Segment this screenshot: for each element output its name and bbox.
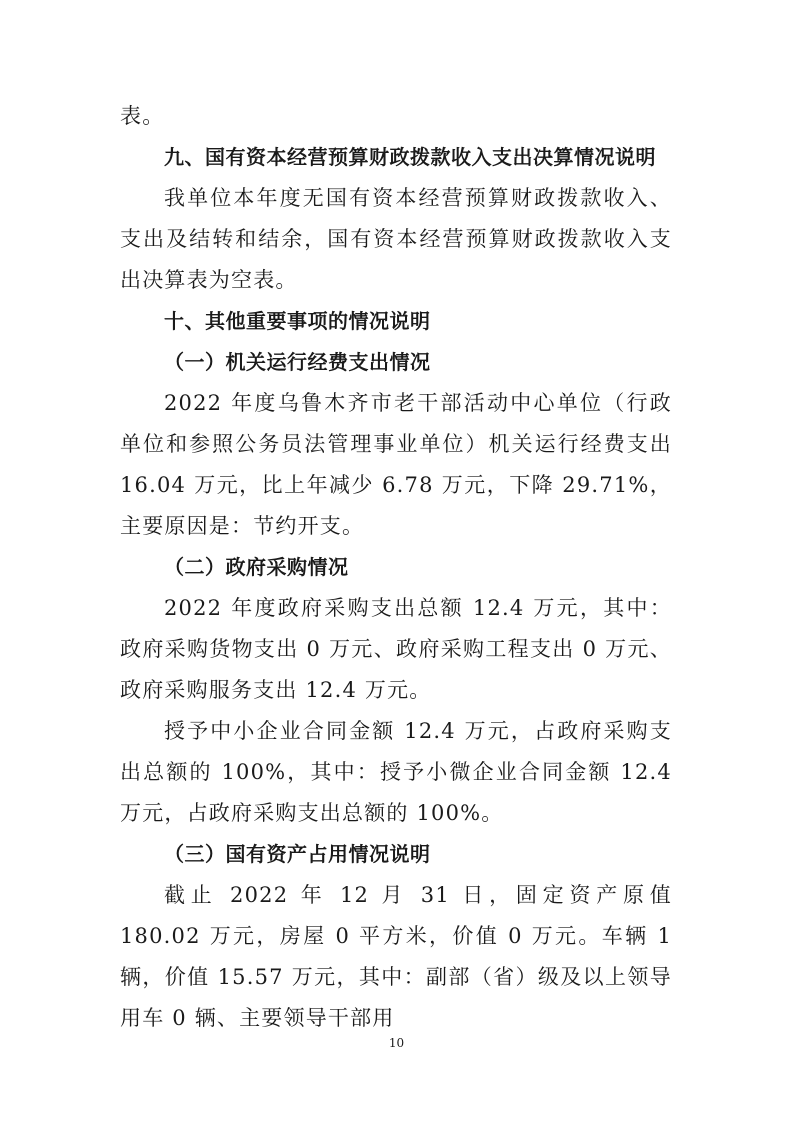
paragraph-state-capital: 我单位本年度无国有资本经营预算财政拨款收入、支出及结转和结余，国有资本经营预算财政拨款收入支出决算表为空表。 bbox=[120, 186, 672, 292]
page-number: 10 bbox=[388, 1036, 405, 1050]
section-heading-9: 九、国有资本经营预算财政拨款收入支出决算情况说明 bbox=[164, 145, 656, 169]
paragraph-procurement: 2022 年度政府采购支出总额 12.4 万元，其中：政府采购货物支出 0 万元、政府采购工程支出 0 万元、政府采购服务支出 12.4 万元。 bbox=[120, 596, 672, 702]
subsection-heading-assets: （三）国有资产占用情况说明 bbox=[164, 842, 431, 866]
paragraph-sme-contracts: 授予中小企业合同金额 12.4 万元，占政府采购支出总额的 100%，其中：授予小微企业合同金额 12.4 万元，占政府采购支出总额的 100%。 bbox=[120, 719, 672, 825]
paragraph-continuation: 表。 bbox=[120, 104, 165, 128]
subsection-heading-operating-costs: （一）机关运行经费支出情况 bbox=[164, 350, 431, 374]
paragraph-operating-costs: 2022 年度乌鲁木齐市老干部活动中心单位（行政单位和参照公务员法管理事业单位）机关运行经费支出 16.04 万元，比上年减少 6.78 万元，下降 29.71%，主要原因是：节约开支。 bbox=[120, 391, 672, 538]
document-body bbox=[120, 96, 672, 1039]
subsection-heading-procurement: （二）政府采购情况 bbox=[164, 555, 349, 579]
paragraph-assets: 截止 2022 年 12 月 31 日，固定资产原值 180.02 万元，房屋 0 平方米，价值 0 万元。车辆 1 辆，价值 15.57 万元，其中：副部（省）级及以上领导用车 0 辆、主要领导干部用 bbox=[120, 883, 672, 1030]
section-heading-10: 十、其他重要事项的情况说明 bbox=[164, 309, 431, 333]
